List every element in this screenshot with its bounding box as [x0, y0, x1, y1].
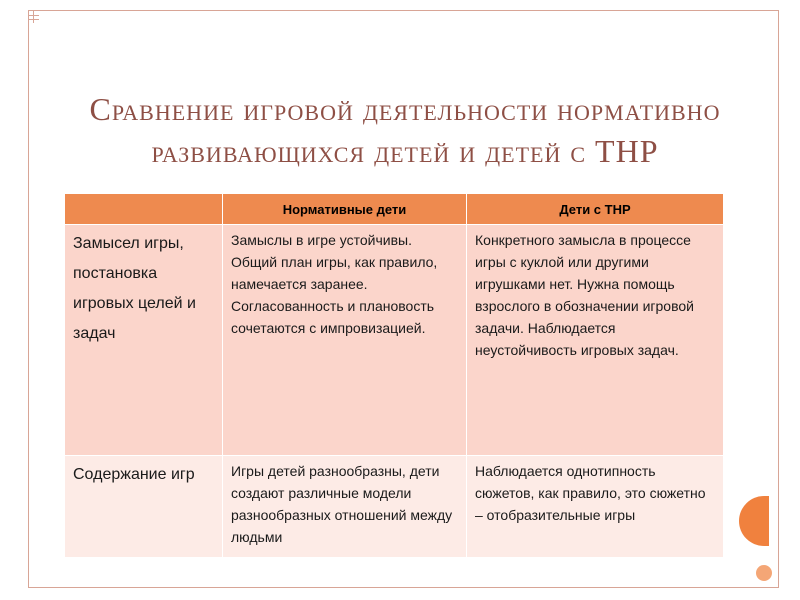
frame-corner-line: [29, 15, 39, 16]
row-label: Содержание игр: [65, 456, 223, 558]
cell-thnr: Наблюдается однотипность сюжетов, как правило, это сюжетно – отобразительные игры: [467, 456, 724, 558]
frame-corner-line: [33, 11, 34, 23]
table-header-row: [65, 194, 724, 225]
comparison-table: [64, 193, 724, 558]
header-cell-normal: Нормативные дети: [223, 194, 467, 225]
frame-corner-line: [29, 19, 39, 20]
header-cell-thnr: Дети с ТНР: [467, 194, 724, 225]
cell-normal: Замыслы в игре устойчивы. Общий план игры, как правило, намечается заранее. Согласованность и плановость сочетаются с импровизацией.: [223, 225, 467, 456]
slide-title-line1: Сравнение игровой деятельности нормативно: [89, 91, 721, 127]
table-row: [65, 456, 724, 558]
decorative-accent-dot: [756, 565, 772, 581]
row-label: Замысел игры, постановка игровых целей и задач: [65, 225, 223, 456]
cell-thnr: Конкретного замысла в процессе игры с куклой или другими игрушками нет. Нужна помощь взрослого в обозначении игровой задачи. Наблюдается неустойчивость игровых задач.: [467, 225, 724, 456]
cell-normal: Игры детей разнообразны, дети создают различные модели разнообразных отношений между людьми: [223, 456, 467, 558]
slide-title: [40, 88, 770, 172]
slide-title-line2: развивающихся детей и детей с ТНР: [151, 133, 659, 169]
table-row: [65, 225, 724, 456]
header-cell-empty: [65, 194, 223, 225]
